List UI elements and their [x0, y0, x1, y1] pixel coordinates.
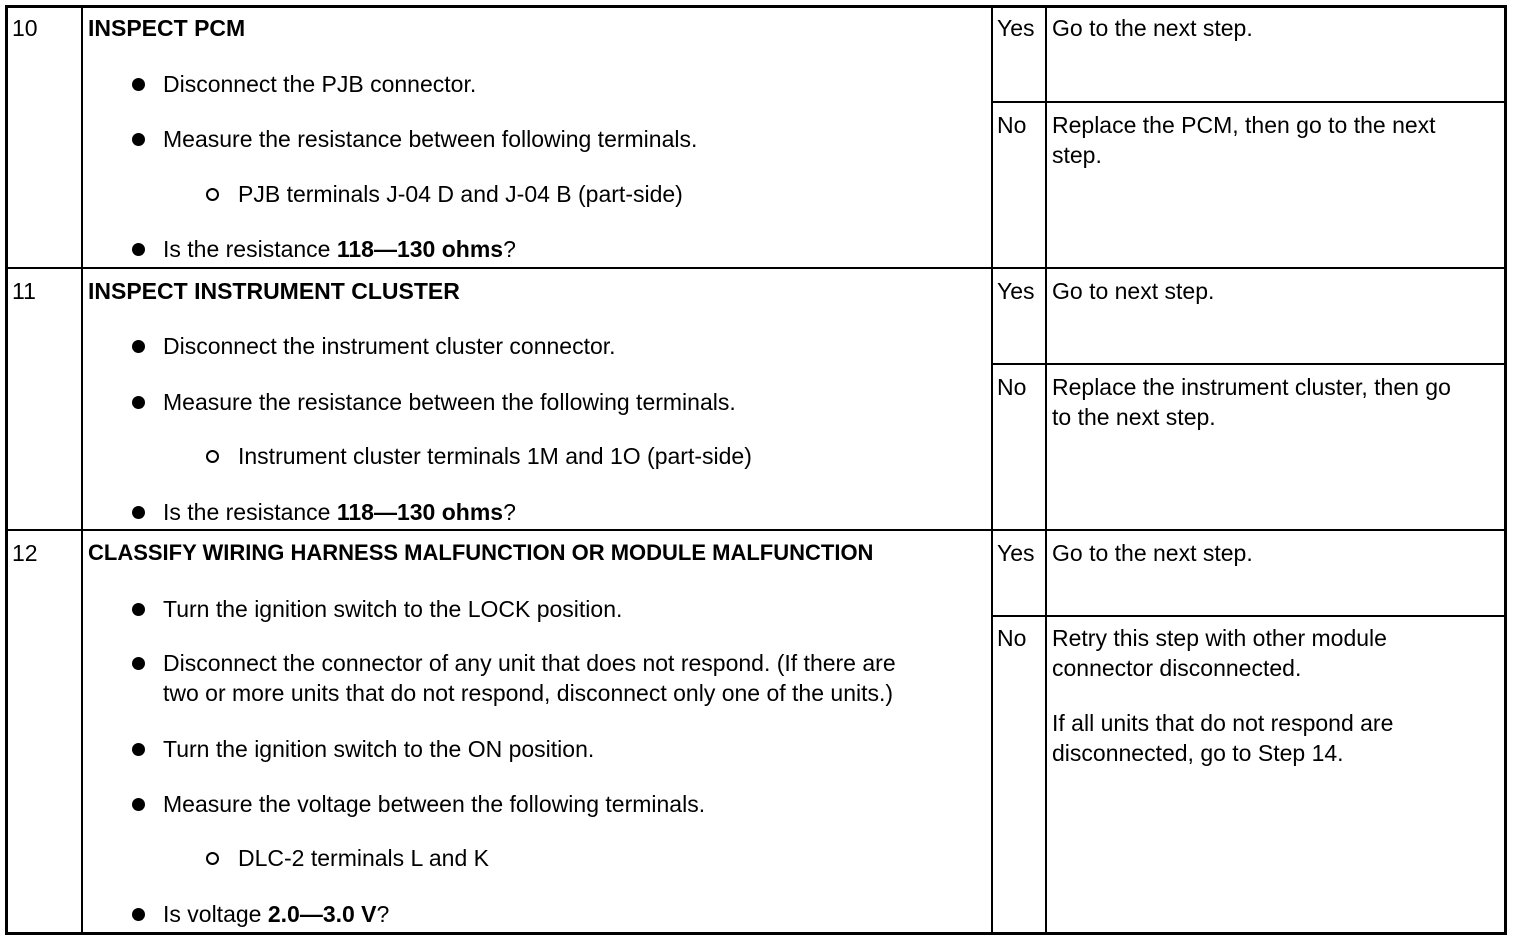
bullet-icon: [132, 506, 145, 519]
step-number: 10: [12, 15, 38, 41]
step-number: 12: [12, 540, 38, 566]
bullet-icon: [132, 396, 145, 409]
yes-no-divider: [991, 101, 1505, 103]
action-text: Turn the ignition switch to the LOCK position.: [163, 596, 623, 622]
sub-action-text: Instrument cluster terminals 1M and 1O (part-side): [238, 443, 752, 469]
sub-action-text: PJB terminals J-04 D and J-04 B (part-side): [238, 181, 683, 207]
no-result-line: Retry this step with other module: [1052, 625, 1387, 651]
sub-bullet-icon: [206, 852, 219, 865]
yes-label: Yes: [997, 15, 1035, 41]
sub-action-text: DLC-2 terminals L and K: [238, 845, 489, 871]
bullet-icon: [132, 908, 145, 921]
bullet-icon: [132, 133, 145, 146]
no-label: No: [997, 374, 1027, 400]
action-text: Measure the resistance between following terminals.: [163, 126, 698, 152]
row-divider: [7, 267, 1505, 269]
bullet-icon: [132, 340, 145, 353]
step-title: INSPECT PCM: [88, 15, 246, 41]
action-text: two or more units that do not respond, disconnect only one of the units.): [163, 680, 894, 706]
bullet-icon: [132, 657, 145, 670]
bullet-icon: [132, 743, 145, 756]
no-label: No: [997, 625, 1027, 651]
no-label: No: [997, 112, 1027, 138]
yes-result: Go to the next step.: [1052, 540, 1253, 566]
yes-result: Go to next step.: [1052, 278, 1215, 304]
yes-result: Go to the next step.: [1052, 15, 1253, 41]
bullet-icon: [132, 798, 145, 811]
step-title: CLASSIFY WIRING HARNESS MALFUNCTION OR MODULE MALFUNCTION: [88, 540, 874, 565]
sub-bullet-icon: [206, 450, 219, 463]
action-text: Disconnect the instrument cluster connector.: [163, 333, 616, 359]
action-text: Disconnect the PJB connector.: [163, 71, 477, 97]
no-result-line: If all units that do not respond are: [1052, 710, 1394, 736]
no-result-line: step.: [1052, 142, 1102, 168]
no-result-line: Replace the instrument cluster, then go: [1052, 374, 1451, 400]
bullet-icon: [132, 78, 145, 91]
yes-label: Yes: [997, 278, 1035, 304]
bullet-icon: [132, 243, 145, 256]
no-result-line: connector disconnected.: [1052, 655, 1302, 681]
no-result-line: Replace the PCM, then go to the next: [1052, 112, 1436, 138]
step-title: INSPECT INSTRUMENT CLUSTER: [88, 278, 460, 304]
bullet-icon: [132, 603, 145, 616]
action-text: Measure the resistance between the following terminals.: [163, 389, 736, 415]
step-number: 11: [12, 278, 36, 304]
column-divider: [991, 7, 993, 933]
no-result-line: disconnected, go to Step 14.: [1052, 740, 1344, 766]
question-text: Is the resistance 118—130 ohms?: [163, 499, 516, 525]
yes-no-divider: [991, 363, 1505, 365]
yes-no-divider: [991, 615, 1505, 617]
row-divider: [7, 529, 1505, 531]
question-text: Is voltage 2.0—3.0 V?: [163, 901, 390, 927]
no-result-line: to the next step.: [1052, 404, 1216, 430]
question-text: Is the resistance 118—130 ohms?: [163, 236, 516, 262]
action-text: Disconnect the connector of any unit that does not respond. (If there are: [163, 650, 896, 676]
action-text: Turn the ignition switch to the ON position.: [163, 736, 595, 762]
column-divider: [81, 7, 83, 933]
action-text: Measure the voltage between the following terminals.: [163, 791, 706, 817]
yes-label: Yes: [997, 540, 1035, 566]
sub-bullet-icon: [206, 188, 219, 201]
column-divider: [1045, 7, 1047, 933]
